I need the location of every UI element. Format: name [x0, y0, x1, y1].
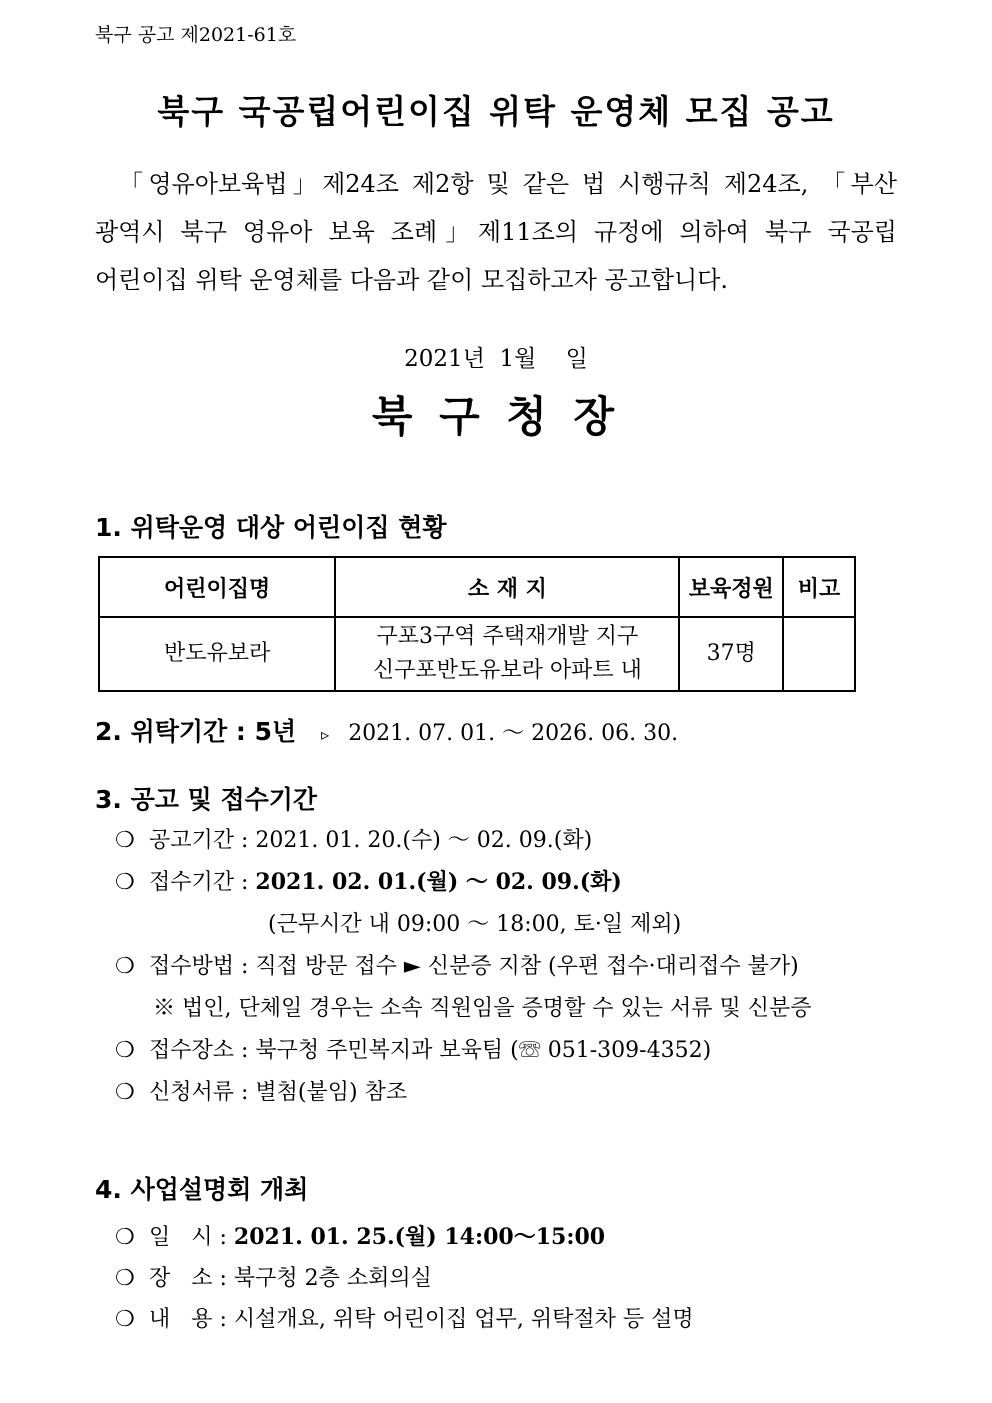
- section2: [95, 712, 678, 748]
- facility-address: [335, 617, 679, 691]
- application-method: [115, 949, 799, 980]
- column-header: 보육정원: [679, 557, 783, 617]
- contract-period: 2021. 07. 01. ～ 2026. 06. 30.: [348, 721, 679, 746]
- facility-name: 반도유보라: [99, 617, 335, 691]
- item-value: 2021. 01. 20.(수) ～ 02. 09.(화): [255, 828, 593, 853]
- application-period: [115, 865, 622, 896]
- address-line: 신구포반도유보라 아파트 내: [372, 658, 642, 683]
- circle-bullet-icon: ❍: [115, 1307, 135, 1332]
- item-value: 2021. 01. 25.(월) 14:00～15:00: [233, 1224, 606, 1250]
- item-text: 접수방법 : 직접 방문 접수 ► 신분증 지참 (우편 접수·대리접수 불가): [149, 954, 799, 979]
- item-text: 접수장소 : 북구청 주민복지과 보육팀 (☏ 051-309-4352): [149, 1038, 712, 1063]
- intro-paragraph: [95, 160, 897, 304]
- page-title: 북구 국공립어린이집 위탁 운영체 모집 공고: [157, 92, 835, 131]
- item-label: 접수기간 :: [149, 870, 256, 895]
- address-line: 구포3구역 주택재개발 지구: [376, 624, 639, 649]
- briefing-place: [115, 1261, 432, 1292]
- issuer-name: 북 구 청 장: [371, 392, 621, 441]
- item-value: 2021. 02. 01.(월) ～ 02. 09.(화): [255, 869, 622, 895]
- circle-bullet-icon: ❍: [115, 1038, 135, 1063]
- arrow-icon: ▹: [321, 725, 330, 744]
- facility-note: [783, 617, 855, 691]
- circle-bullet-icon: ❍: [115, 828, 135, 853]
- column-header: 비고: [783, 557, 855, 617]
- table-row: [99, 617, 855, 691]
- item-text: 내 용 : 시설개요, 위탁 어린이집 업무, 위탁절차 등 설명: [149, 1307, 694, 1332]
- notice-date: 2021년 1월 일: [404, 346, 588, 372]
- column-header: 어린이집명: [99, 557, 335, 617]
- office-hours-note: (근무시간 내 09:00 ～ 18:00, 토·일 제외): [268, 912, 682, 937]
- application-documents: [115, 1075, 407, 1106]
- item-label: 일 시 :: [149, 1225, 234, 1250]
- circle-bullet-icon: ❍: [115, 954, 135, 979]
- application-place: [115, 1033, 711, 1064]
- section2-heading: 2. 위탁기간 : 5년: [95, 717, 297, 746]
- column-header: 소 재 지: [335, 557, 679, 617]
- circle-bullet-icon: ❍: [115, 1080, 135, 1105]
- section1-heading: 1. 위탁운영 대상 어린이집 현황: [95, 513, 447, 542]
- facility-table: [98, 556, 856, 692]
- facility-capacity: 37명: [679, 617, 783, 691]
- item-label: 공고기간 :: [149, 828, 256, 853]
- intro-line: 광역시 북구 영유아 보육 조례」제11조의 규정에 의하여 북구 국공립: [95, 218, 897, 246]
- notice-number: 북구 공고 제2021-61호: [95, 24, 297, 46]
- section3-heading: 3. 공고 및 접수기간: [95, 785, 318, 814]
- table-header-row: [99, 557, 855, 617]
- method-note: ※ 법인, 단체일 경우는 소속 직원임을 증명할 수 있는 서류 및 신분증: [153, 996, 812, 1021]
- circle-bullet-icon: ❍: [115, 1266, 135, 1291]
- circle-bullet-icon: ❍: [115, 870, 135, 895]
- intro-line: 「영유아보육법」제24조 제2항 및 같은 법 시행규칙 제24조, 「부산: [119, 170, 897, 198]
- item-text: 신청서류 : 별첨(붙임) 참조: [149, 1080, 408, 1105]
- circle-bullet-icon: ❍: [115, 1225, 135, 1250]
- briefing-content: [115, 1302, 694, 1333]
- section4-heading: 4. 사업설명회 개최: [95, 1175, 309, 1204]
- briefing-time: [115, 1220, 605, 1251]
- announcement-period: [115, 823, 592, 854]
- intro-line: 어린이집 위탁 운영체를 다음과 같이 모집하고자 공고합니다.: [95, 266, 729, 294]
- item-text: 장 소 : 북구청 2층 소회의실: [149, 1266, 432, 1291]
